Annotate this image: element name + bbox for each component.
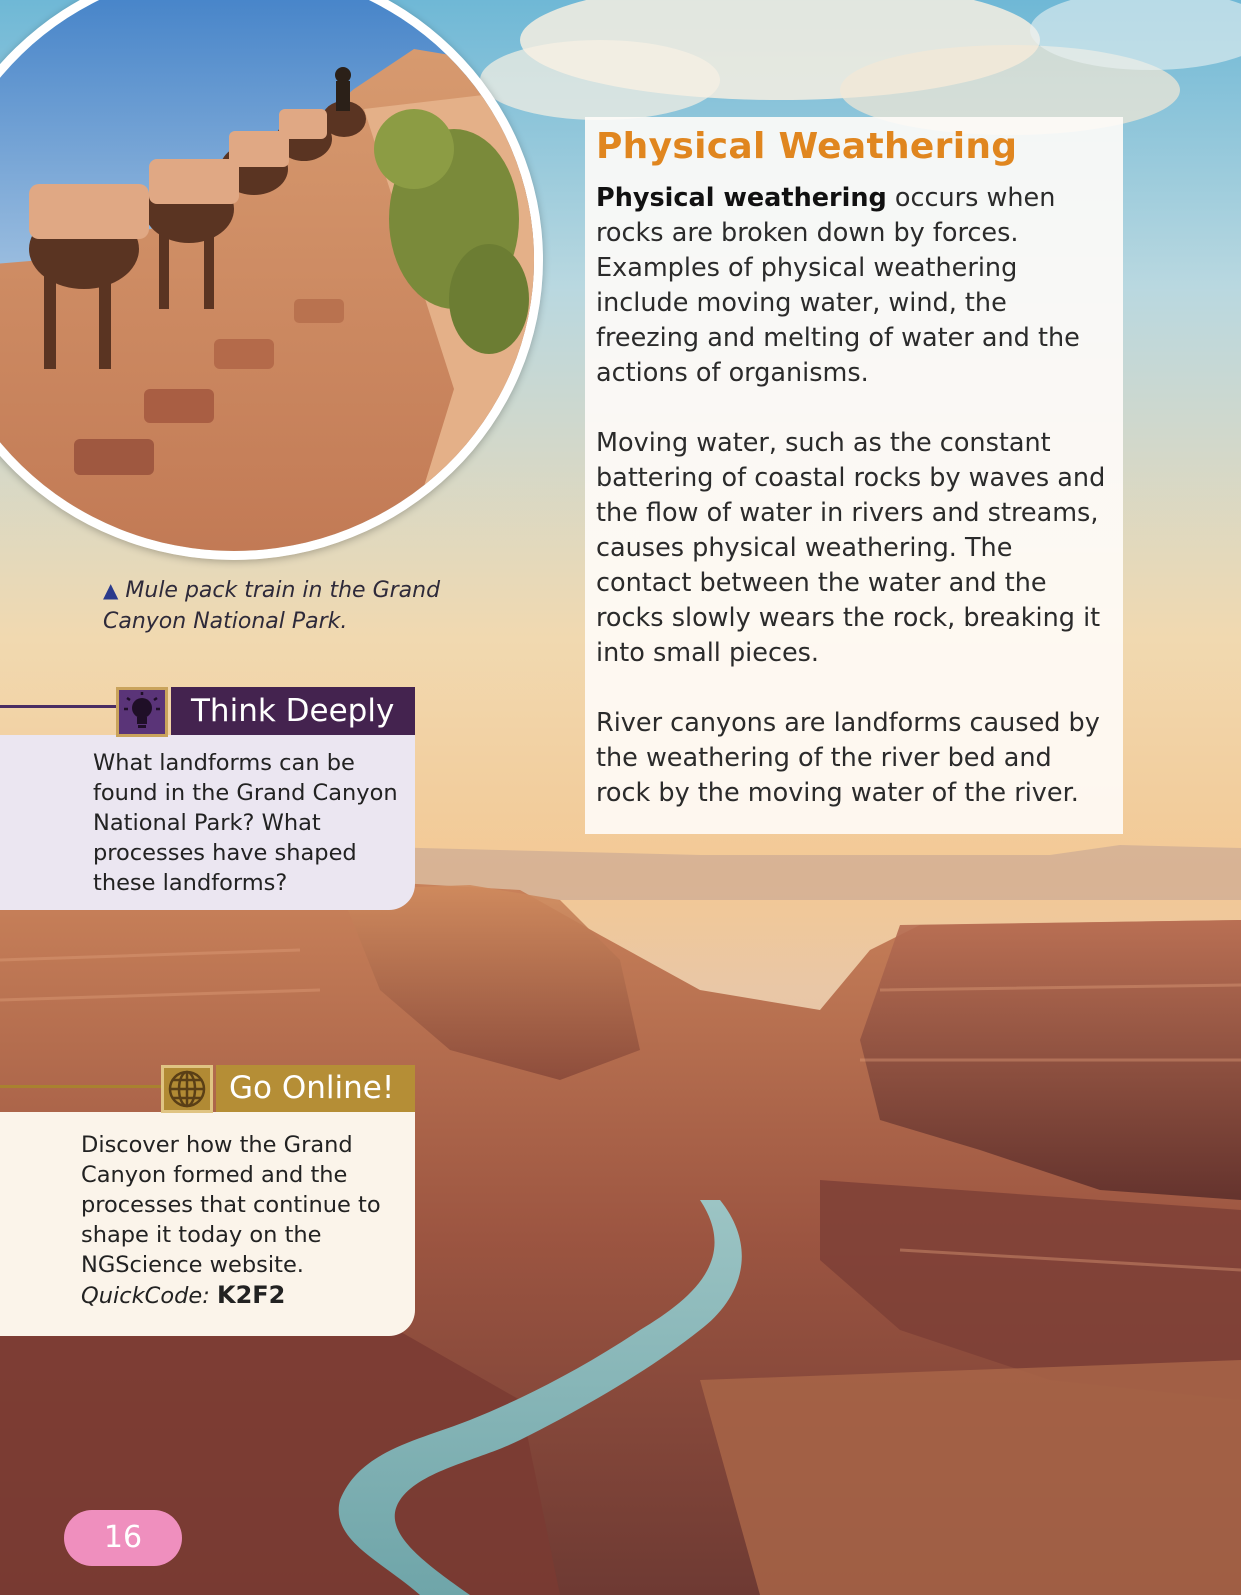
go-online-text-block	[81, 1130, 401, 1311]
think-deeply-text: What landforms can be found in the Grand Canyon National Park? What processes have shaped these landforms?	[93, 750, 398, 896]
paragraph-definition	[596, 181, 1111, 391]
go-online-title: Go Online!	[216, 1065, 415, 1112]
go-online-text: Discover how the Grand Canyon formed and the processes that continue to shape it today on the NGScience website.	[81, 1132, 381, 1278]
quickcode-value: K2F2	[216, 1281, 286, 1309]
photo-caption	[103, 575, 463, 637]
think-deeply-rule	[0, 705, 118, 708]
section-heading: Physical Weathering	[596, 126, 1018, 167]
caption-text: Mule pack train in the Grand Canyon National Park.	[103, 578, 441, 634]
paragraph-river-canyons: River canyons are landforms caused by the weathering of the river bed and rock by the moving water of the river.	[596, 708, 1100, 808]
physical-weathering-panel	[585, 117, 1123, 834]
paragraph-moving-water: Moving water, such as the constant battering of coastal rocks by waves and the flow of water in rivers and streams, causes physical weathering. The contact between the water and the rocks slowly wears the rock, breaking it into small pieces.	[596, 428, 1106, 668]
globe-icon	[161, 1065, 213, 1113]
key-term: Physical weathering	[596, 183, 887, 213]
go-online-rule	[0, 1085, 163, 1088]
quickcode-label: QuickCode:	[81, 1283, 210, 1309]
think-deeply-title: Think Deeply	[171, 687, 415, 735]
lightbulb-icon	[116, 687, 168, 737]
caption-marker: ▲	[103, 578, 119, 602]
page-number-badge: 16	[64, 1510, 182, 1566]
definition-text: occurs when rocks are broken down by forces. Examples of physical weathering include moving water, wind, the freezing and melting of water and the actions of organisms.	[596, 183, 1080, 388]
